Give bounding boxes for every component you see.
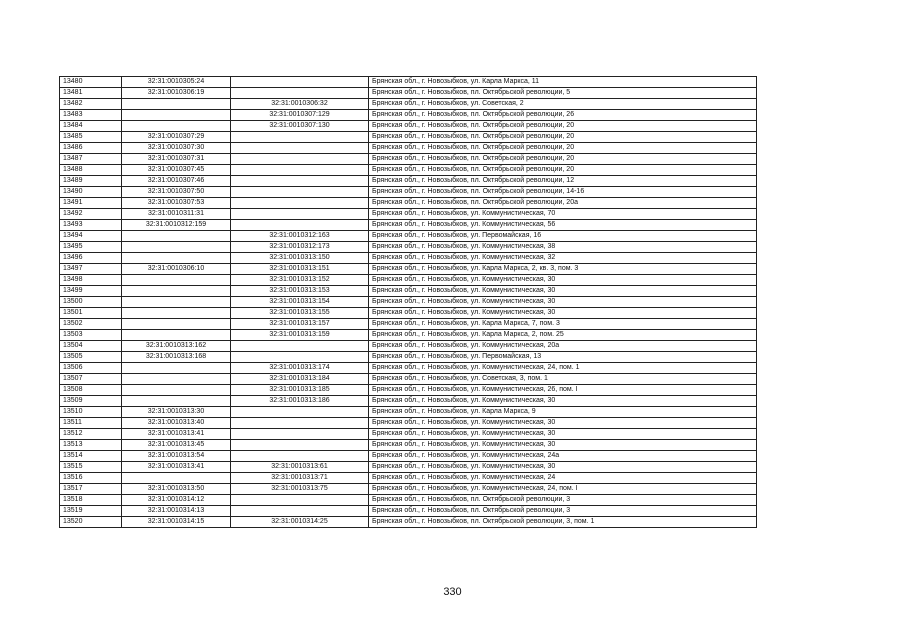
- parent-cadastral-number-cell: [231, 451, 369, 462]
- address-cell: Брянская обл., г. Новозыбков, ул. Карла Маркса, 7, пом. 3: [369, 319, 757, 330]
- address-cell: Брянская обл., г. Новозыбков, ул. Коммунистическая, 24: [369, 473, 757, 484]
- row-number-cell: 13494: [60, 231, 122, 242]
- row-number-cell: 13509: [60, 396, 122, 407]
- table-row: [60, 77, 757, 88]
- cadastral-number-cell: 32:31:0010307:29: [122, 132, 231, 143]
- cadastral-number-cell: 32:31:0010313:40: [122, 418, 231, 429]
- parent-cadastral-number-cell: 32:31:0010313:157: [231, 319, 369, 330]
- parent-cadastral-number-cell: 32:31:0010306:32: [231, 99, 369, 110]
- table-row: [60, 209, 757, 220]
- parent-cadastral-number-cell: 32:31:0010313:75: [231, 484, 369, 495]
- table-row: [60, 264, 757, 275]
- address-cell: Брянская обл., г. Новозыбков, ул. Коммунистическая, 30: [369, 429, 757, 440]
- row-number-cell: 13486: [60, 143, 122, 154]
- table-row: [60, 407, 757, 418]
- address-cell: Брянская обл., г. Новозыбков, ул. Коммунистическая, 26, пом. I: [369, 385, 757, 396]
- address-cell: Брянская обл., г. Новозыбков, ул. Советская, 3, пом. 1: [369, 374, 757, 385]
- table-row: [60, 275, 757, 286]
- address-cell: Брянская обл., г. Новозыбков, ул. Коммунистическая, 24, пом. 1: [369, 363, 757, 374]
- parent-cadastral-number-cell: [231, 187, 369, 198]
- address-cell: Брянская обл., г. Новозыбков, ул. Карла Маркса, 11: [369, 77, 757, 88]
- table-row: [60, 330, 757, 341]
- parent-cadastral-number-cell: [231, 88, 369, 99]
- table-row: [60, 286, 757, 297]
- table-row: [60, 429, 757, 440]
- cadastral-number-cell: [122, 385, 231, 396]
- row-number-cell: 13499: [60, 286, 122, 297]
- table-row: [60, 308, 757, 319]
- address-cell: Брянская обл., г. Новозыбков, пл. Октябрьской революции, 20: [369, 154, 757, 165]
- cadastral-number-cell: 32:31:0010313:41: [122, 429, 231, 440]
- parent-cadastral-number-cell: 32:31:0010313:61: [231, 462, 369, 473]
- parent-cadastral-number-cell: 32:31:0010307:129: [231, 110, 369, 121]
- address-cell: Брянская обл., г. Новозыбков, пл. Октябрьской революции, 20а: [369, 198, 757, 209]
- address-cell: Брянская обл., г. Новозыбков, пл. Октябрьской революции, 20: [369, 121, 757, 132]
- row-number-cell: 13510: [60, 407, 122, 418]
- cadastral-number-cell: 32:31:0010313:168: [122, 352, 231, 363]
- cadastral-number-cell: 32:31:0010314:13: [122, 506, 231, 517]
- cadastral-number-cell: [122, 253, 231, 264]
- address-cell: Брянская обл., г. Новозыбков, ул. Карла Маркса, 2, кв. 3, пом. 3: [369, 264, 757, 275]
- address-cell: Брянская обл., г. Новозыбков, ул. Коммунистическая, 70: [369, 209, 757, 220]
- parent-cadastral-number-cell: [231, 341, 369, 352]
- row-number-cell: 13515: [60, 462, 122, 473]
- parent-cadastral-number-cell: 32:31:0010313:174: [231, 363, 369, 374]
- address-cell: Брянская обл., г. Новозыбков, ул. Коммунистическая, 30: [369, 308, 757, 319]
- cadastral-number-cell: 32:31:0010311:31: [122, 209, 231, 220]
- parent-cadastral-number-cell: 32:31:0010313:159: [231, 330, 369, 341]
- address-cell: Брянская обл., г. Новозыбков, ул. Коммунистическая, 20а: [369, 341, 757, 352]
- table-row: [60, 297, 757, 308]
- parent-cadastral-number-cell: [231, 77, 369, 88]
- address-cell: Брянская обл., г. Новозыбков, ул. Коммунистическая, 38: [369, 242, 757, 253]
- table-row: [60, 165, 757, 176]
- table-row: [60, 242, 757, 253]
- cadastral-number-cell: [122, 297, 231, 308]
- parent-cadastral-number-cell: 32:31:0010313:155: [231, 308, 369, 319]
- row-number-cell: 13482: [60, 99, 122, 110]
- cadastral-number-cell: 32:31:0010306:19: [122, 88, 231, 99]
- row-number-cell: 13500: [60, 297, 122, 308]
- cadastral-table: [59, 76, 757, 528]
- parent-cadastral-number-cell: 32:31:0010307:130: [231, 121, 369, 132]
- cadastral-number-cell: 32:31:0010314:12: [122, 495, 231, 506]
- row-number-cell: 13487: [60, 154, 122, 165]
- parent-cadastral-number-cell: 32:31:0010313:153: [231, 286, 369, 297]
- parent-cadastral-number-cell: [231, 429, 369, 440]
- table-row: [60, 99, 757, 110]
- row-number-cell: 13481: [60, 88, 122, 99]
- table-row: [60, 385, 757, 396]
- table-row: [60, 484, 757, 495]
- row-number-cell: 13517: [60, 484, 122, 495]
- parent-cadastral-number-cell: [231, 418, 369, 429]
- address-cell: Брянская обл., г. Новозыбков, пл. Октябрьской революции, 20: [369, 143, 757, 154]
- address-cell: Брянская обл., г. Новозыбков, ул. Советская, 2: [369, 99, 757, 110]
- row-number-cell: 13513: [60, 440, 122, 451]
- parent-cadastral-number-cell: [231, 198, 369, 209]
- table-row: [60, 440, 757, 451]
- cadastral-number-cell: 32:31:0010313:54: [122, 451, 231, 462]
- cadastral-number-cell: [122, 374, 231, 385]
- table-row: [60, 363, 757, 374]
- address-cell: Брянская обл., г. Новозыбков, пл. Октябрьской революции, 3: [369, 506, 757, 517]
- parent-cadastral-number-cell: [231, 495, 369, 506]
- table-row: [60, 143, 757, 154]
- row-number-cell: 13491: [60, 198, 122, 209]
- row-number-cell: 13495: [60, 242, 122, 253]
- parent-cadastral-number-cell: 32:31:0010313:151: [231, 264, 369, 275]
- cadastral-number-cell: 32:31:0010313:50: [122, 484, 231, 495]
- row-number-cell: 13490: [60, 187, 122, 198]
- table-row: [60, 418, 757, 429]
- parent-cadastral-number-cell: 32:31:0010313:154: [231, 297, 369, 308]
- cadastral-number-cell: [122, 110, 231, 121]
- cadastral-number-cell: 32:31:0010307:31: [122, 154, 231, 165]
- row-number-cell: 13514: [60, 451, 122, 462]
- parent-cadastral-number-cell: 32:31:0010314:25: [231, 517, 369, 528]
- table-body: [60, 77, 757, 528]
- table-row: [60, 121, 757, 132]
- row-number-cell: 13493: [60, 220, 122, 231]
- table-row: [60, 462, 757, 473]
- cadastral-number-cell: [122, 473, 231, 484]
- parent-cadastral-number-cell: 32:31:0010313:186: [231, 396, 369, 407]
- row-number-cell: 13511: [60, 418, 122, 429]
- row-number-cell: 13485: [60, 132, 122, 143]
- cadastral-number-cell: 32:31:0010313:45: [122, 440, 231, 451]
- address-cell: Брянская обл., г. Новозыбков, пл. Октябрьской революции, 3, пом. 1: [369, 517, 757, 528]
- table-row: [60, 451, 757, 462]
- cadastral-number-cell: 32:31:0010307:30: [122, 143, 231, 154]
- row-number-cell: 13483: [60, 110, 122, 121]
- parent-cadastral-number-cell: [231, 143, 369, 154]
- row-number-cell: 13516: [60, 473, 122, 484]
- address-cell: Брянская обл., г. Новозыбков, ул. Коммунистическая, 32: [369, 253, 757, 264]
- row-number-cell: 13504: [60, 341, 122, 352]
- cadastral-number-cell: [122, 319, 231, 330]
- cadastral-number-cell: 32:31:0010305:24: [122, 77, 231, 88]
- row-number-cell: 13505: [60, 352, 122, 363]
- cadastral-number-cell: [122, 286, 231, 297]
- table-row: [60, 176, 757, 187]
- address-cell: Брянская обл., г. Новозыбков, пл. Октябрьской революции, 5: [369, 88, 757, 99]
- row-number-cell: 13480: [60, 77, 122, 88]
- cadastral-number-cell: 32:31:0010312:159: [122, 220, 231, 231]
- table-row: [60, 495, 757, 506]
- address-cell: Брянская обл., г. Новозыбков, пл. Октябрьской революции, 26: [369, 110, 757, 121]
- table-row: [60, 319, 757, 330]
- address-cell: Брянская обл., г. Новозыбков, ул. Коммунистическая, 30: [369, 275, 757, 286]
- table-row: [60, 506, 757, 517]
- table-row: [60, 110, 757, 121]
- table-row: [60, 231, 757, 242]
- parent-cadastral-number-cell: 32:31:0010312:163: [231, 231, 369, 242]
- cadastral-number-cell: [122, 275, 231, 286]
- parent-cadastral-number-cell: [231, 176, 369, 187]
- address-cell: Брянская обл., г. Новозыбков, ул. Коммунистическая, 30: [369, 286, 757, 297]
- table-row: [60, 341, 757, 352]
- parent-cadastral-number-cell: 32:31:0010313:150: [231, 253, 369, 264]
- address-cell: Брянская обл., г. Новозыбков, пл. Октябрьской революции, 20: [369, 132, 757, 143]
- row-number-cell: 13503: [60, 330, 122, 341]
- row-number-cell: 13496: [60, 253, 122, 264]
- cadastral-number-cell: 32:31:0010306:10: [122, 264, 231, 275]
- row-number-cell: 13501: [60, 308, 122, 319]
- table-row: [60, 198, 757, 209]
- table-row: [60, 374, 757, 385]
- cadastral-number-cell: [122, 308, 231, 319]
- table-row: [60, 473, 757, 484]
- cadastral-number-cell: [122, 330, 231, 341]
- cadastral-number-cell: [122, 363, 231, 374]
- parent-cadastral-number-cell: [231, 220, 369, 231]
- address-cell: Брянская обл., г. Новозыбков, ул. Карла Маркса, 2, пом. 25: [369, 330, 757, 341]
- parent-cadastral-number-cell: 32:31:0010313:185: [231, 385, 369, 396]
- parent-cadastral-number-cell: [231, 132, 369, 143]
- address-cell: Брянская обл., г. Новозыбков, ул. Первомайская, 16: [369, 231, 757, 242]
- cadastral-number-cell: 32:31:0010314:15: [122, 517, 231, 528]
- table-row: [60, 220, 757, 231]
- document-table-container: [59, 76, 756, 528]
- cadastral-number-cell: 32:31:0010307:46: [122, 176, 231, 187]
- table-row: [60, 352, 757, 363]
- parent-cadastral-number-cell: 32:31:0010312:173: [231, 242, 369, 253]
- address-cell: Брянская обл., г. Новозыбков, ул. Коммунистическая, 30: [369, 396, 757, 407]
- cadastral-number-cell: 32:31:0010307:45: [122, 165, 231, 176]
- cadastral-number-cell: 32:31:0010313:41: [122, 462, 231, 473]
- cadastral-number-cell: [122, 396, 231, 407]
- cadastral-number-cell: 32:31:0010313:30: [122, 407, 231, 418]
- table-row: [60, 253, 757, 264]
- row-number-cell: 13518: [60, 495, 122, 506]
- parent-cadastral-number-cell: 32:31:0010313:184: [231, 374, 369, 385]
- table-row: [60, 88, 757, 99]
- address-cell: Брянская обл., г. Новозыбков, пл. Октябрьской революции, 3: [369, 495, 757, 506]
- row-number-cell: 13488: [60, 165, 122, 176]
- cadastral-number-cell: 32:31:0010307:50: [122, 187, 231, 198]
- address-cell: Брянская обл., г. Новозыбков, ул. Коммунистическая, 30: [369, 440, 757, 451]
- address-cell: Брянская обл., г. Новозыбков, ул. Коммунистическая, 24а: [369, 451, 757, 462]
- row-number-cell: 13497: [60, 264, 122, 275]
- address-cell: Брянская обл., г. Новозыбков, ул. Первомайская, 13: [369, 352, 757, 363]
- table-row: [60, 187, 757, 198]
- cadastral-number-cell: [122, 99, 231, 110]
- table-row: [60, 517, 757, 528]
- parent-cadastral-number-cell: [231, 407, 369, 418]
- address-cell: Брянская обл., г. Новозыбков, пл. Октябрьской революции, 20: [369, 165, 757, 176]
- parent-cadastral-number-cell: [231, 352, 369, 363]
- row-number-cell: 13512: [60, 429, 122, 440]
- address-cell: Брянская обл., г. Новозыбков, ул. Карла Маркса, 9: [369, 407, 757, 418]
- row-number-cell: 13489: [60, 176, 122, 187]
- parent-cadastral-number-cell: [231, 209, 369, 220]
- table-row: [60, 396, 757, 407]
- cadastral-number-cell: [122, 242, 231, 253]
- parent-cadastral-number-cell: 32:31:0010313:71: [231, 473, 369, 484]
- cadastral-number-cell: [122, 121, 231, 132]
- row-number-cell: 13484: [60, 121, 122, 132]
- address-cell: Брянская обл., г. Новозыбков, ул. Коммунистическая, 56: [369, 220, 757, 231]
- parent-cadastral-number-cell: [231, 154, 369, 165]
- parent-cadastral-number-cell: [231, 165, 369, 176]
- cadastral-number-cell: 32:31:0010313:162: [122, 341, 231, 352]
- table-row: [60, 154, 757, 165]
- row-number-cell: 13498: [60, 275, 122, 286]
- address-cell: Брянская обл., г. Новозыбков, ул. Коммунистическая, 30: [369, 418, 757, 429]
- cadastral-number-cell: 32:31:0010307:53: [122, 198, 231, 209]
- row-number-cell: 13507: [60, 374, 122, 385]
- row-number-cell: 13520: [60, 517, 122, 528]
- address-cell: Брянская обл., г. Новозыбков, ул. Коммунистическая, 30: [369, 297, 757, 308]
- page-number: 330: [443, 586, 462, 598]
- parent-cadastral-number-cell: [231, 440, 369, 451]
- address-cell: Брянская обл., г. Новозыбков, ул. Коммунистическая, 24, пом. I: [369, 484, 757, 495]
- address-cell: Брянская обл., г. Новозыбков, пл. Октябрьской революции, 14-16: [369, 187, 757, 198]
- parent-cadastral-number-cell: [231, 506, 369, 517]
- parent-cadastral-number-cell: 32:31:0010313:152: [231, 275, 369, 286]
- row-number-cell: 13519: [60, 506, 122, 517]
- row-number-cell: 13506: [60, 363, 122, 374]
- row-number-cell: 13492: [60, 209, 122, 220]
- address-cell: Брянская обл., г. Новозыбков, пл. Октябрьской революции, 12: [369, 176, 757, 187]
- row-number-cell: 13502: [60, 319, 122, 330]
- address-cell: Брянская обл., г. Новозыбков, ул. Коммунистическая, 30: [369, 462, 757, 473]
- table-row: [60, 132, 757, 143]
- cadastral-number-cell: [122, 231, 231, 242]
- row-number-cell: 13508: [60, 385, 122, 396]
